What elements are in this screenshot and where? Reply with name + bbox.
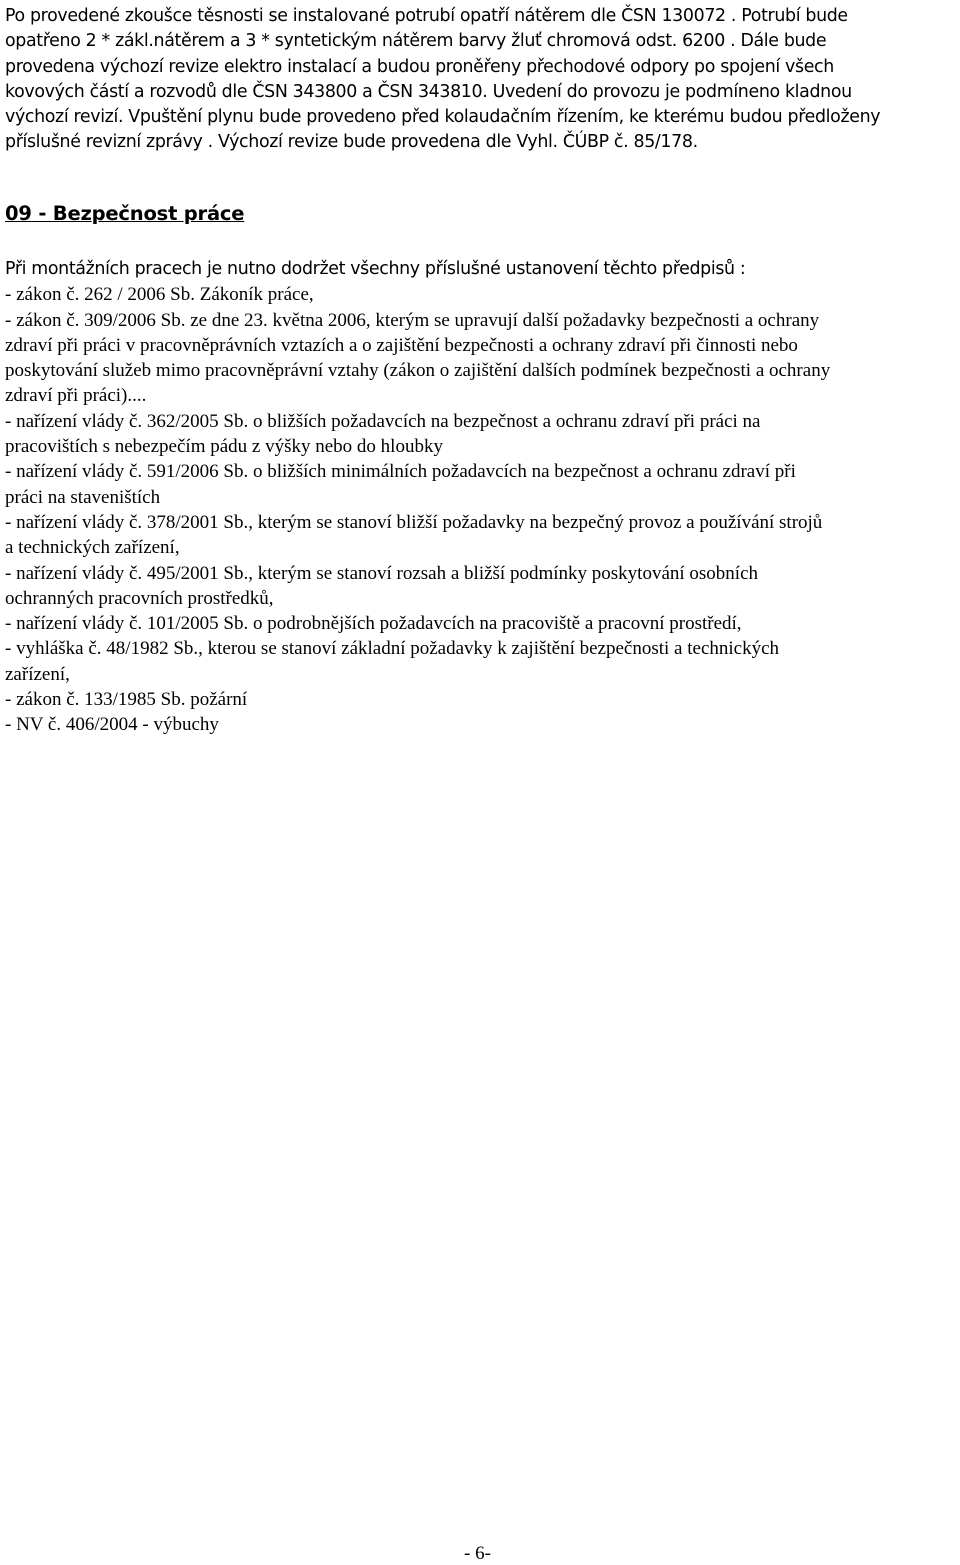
regulation-line: poskytování služeb mimo pracovněprávní vztahy (zákon o zajištění dalších podmínek bezpečnosti a ochrany	[5, 360, 831, 382]
paragraph-line: opatřeno 2 * zákl.nátěrem a 3 * syntetickým nátěrem barvy žluť chromová odst. 6200 . Dále bude	[5, 31, 827, 52]
regulation-line: pracovištích s nebezpečím pádu z výšky nebo do hloubky	[5, 436, 443, 458]
paragraph-line: výchozí revizí. Vpuštění plynu bude provedeno před kolaudačním řízením, ke kterému budou předloženy	[5, 107, 881, 128]
regulation-line: - zákon č. 262 / 2006 Sb. Zákoník práce,	[5, 284, 314, 306]
regulation-line: - NV č. 406/2004 - výbuchy	[5, 714, 219, 736]
regulation-line: - zákon č. 133/1985 Sb. požární	[5, 689, 248, 711]
regulation-line: - nařízení vlády č. 362/2005 Sb. o bližších požadavcích na bezpečnost a ochranu zdraví při práci na	[5, 410, 761, 432]
regulation-line: - nařízení vlády č. 591/2006 Sb. o bližších minimálních požadavcích na bezpečnost a ochranu zdraví při	[5, 461, 796, 483]
regulation-line: - nařízení vlády č. 495/2001 Sb., kterým se stanoví rozsah a bližší podmínky poskytování osobních	[5, 562, 759, 584]
regulation-line: zařízení,	[5, 663, 70, 685]
paragraph-line: příslušné revizní zprávy . Výchozí revize bude provedena dle Vyhl. ČÚBP č. 85/178.	[5, 132, 698, 153]
regulation-line: - zákon č. 309/2006 Sb. ze dne 23. května 2006, kterým se upravují další požadavky bezpečnosti a ochrany	[5, 309, 820, 331]
regulation-line: - nařízení vlády č. 101/2005 Sb. o podrobnějších požadavcích na pracoviště a pracovní prostředí,	[5, 613, 742, 635]
paragraph-line: provedena výchozí revize elektro instalací a budou proněřeny přechodové odpory po spojení všech	[5, 56, 834, 77]
section-heading: 09 - Bezpečnost práce	[5, 202, 245, 225]
regulation-line: ochranných pracovních prostředků,	[5, 587, 274, 609]
paragraph-line: kovových částí a rozvodů dle ČSN 343800 a ČSN 343810. Uvedení do provozu je podmíneno kladnou	[5, 81, 852, 102]
paragraph-line: Po provedené zkoušce těsnosti se instalované potrubí opatří nátěrem dle ČSN 130072 . Potrubí bude	[5, 6, 848, 26]
paragraph-intro	[5, 4, 955, 156]
section-intro-line: Při montážních pracech je nutno dodržet všechny příslušné ustanovení těchto předpisů :	[5, 259, 746, 279]
regulation-line: práci na staveništích	[5, 486, 161, 508]
regulation-line: zdraví při práci)....	[5, 385, 147, 407]
regulation-line: zdraví při práci v pracovněprávních vztazích a o zajištění bezpečnosti a ochrany zdraví při činnosti nebo	[5, 334, 798, 356]
regulation-line: - nařízení vlády č. 378/2001 Sb., kterým se stanoví bližší požadavky na bezpečný provoz a používání strojů	[5, 511, 823, 533]
section-body	[5, 257, 960, 738]
regulation-line: - vyhláška č. 48/1982 Sb., kterou se stanoví základní požadavky k zajištění bezpečnosti a technických	[5, 638, 780, 660]
regulation-line: a technických zařízení,	[5, 537, 180, 559]
page-number: - 6-	[464, 1543, 491, 1564]
document-page	[5, 4, 955, 156]
